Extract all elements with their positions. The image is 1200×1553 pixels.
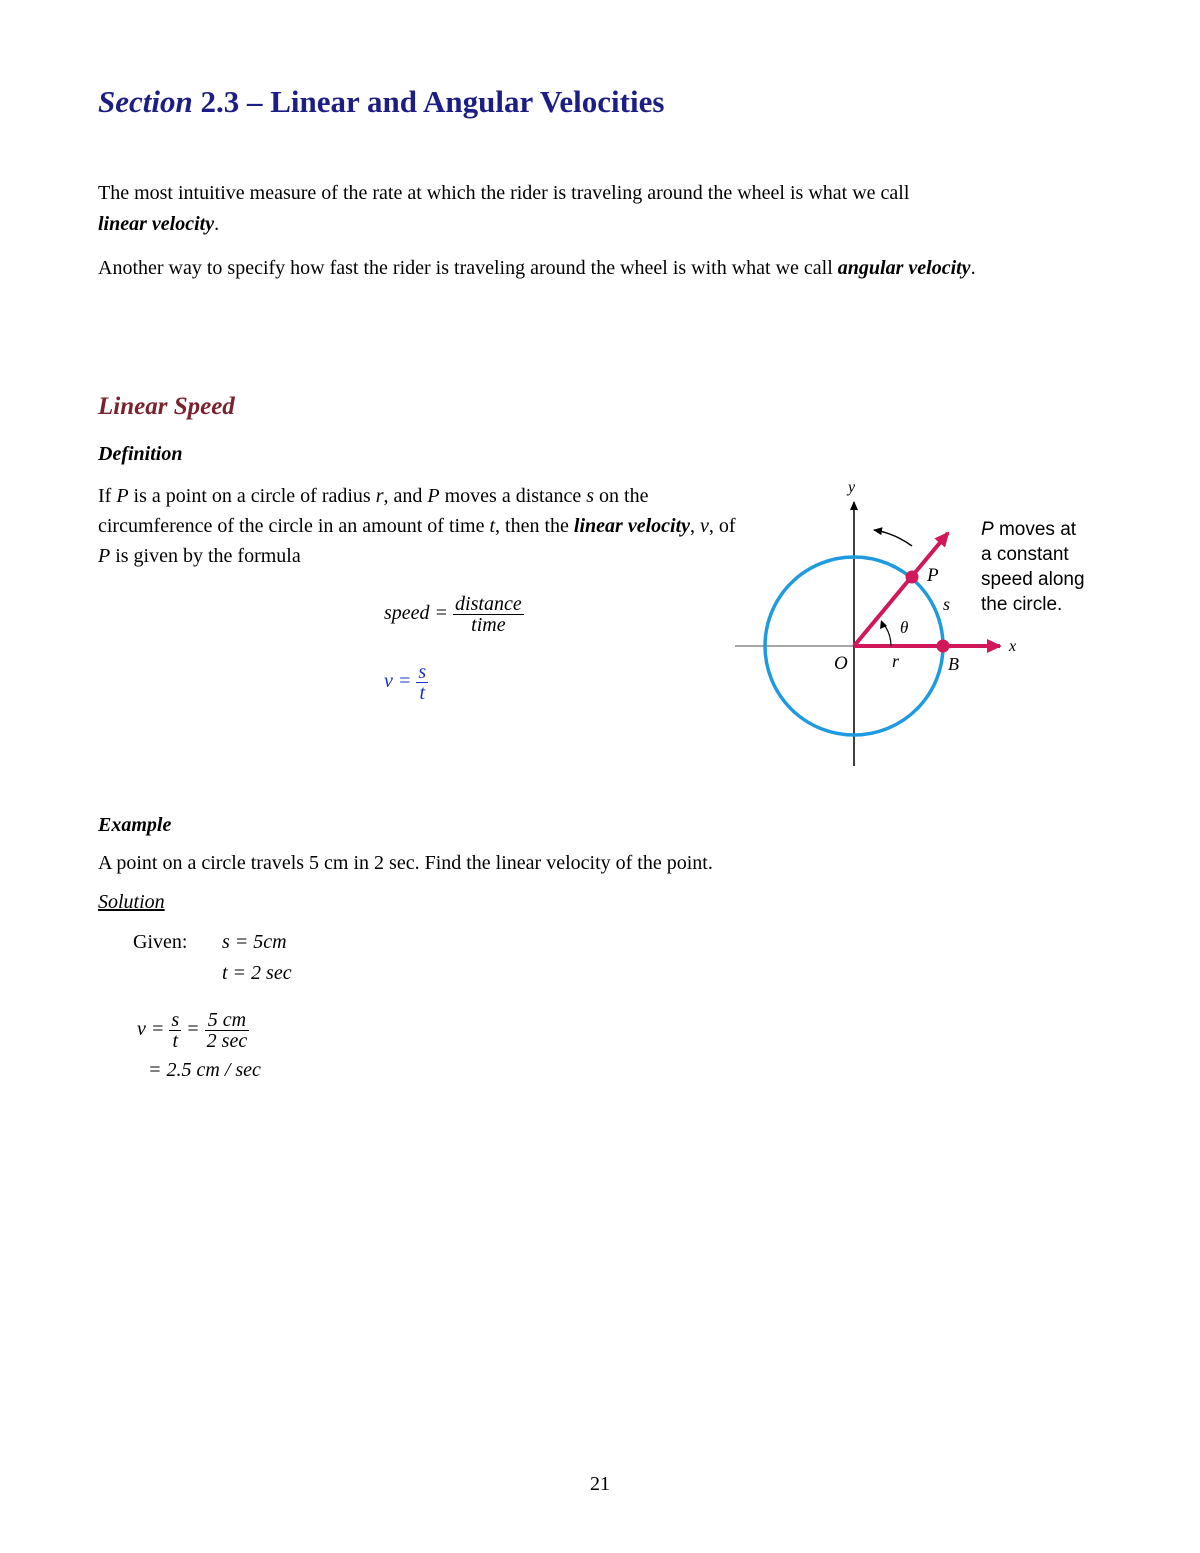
step1-numerator-2: 5 cm — [205, 1010, 250, 1031]
label-r: r — [892, 651, 900, 671]
circle-figure — [730, 470, 1170, 780]
step1-denominator-1: t — [172, 1030, 179, 1052]
page-number: 21 — [590, 1473, 610, 1495]
step1-denominator-2: 2 sec — [206, 1030, 248, 1052]
step1-lhs: v = — [137, 1018, 165, 1041]
section-title — [98, 84, 664, 120]
step1-equals: = — [186, 1018, 200, 1041]
figure-note-p: P — [981, 519, 994, 540]
velocity-formula — [384, 662, 428, 703]
intro-paragraph-1 — [98, 178, 1098, 240]
figure-note-line1: moves at — [993, 519, 1077, 540]
definition-text: If P is a point on a circle of radius r, and P moves a distance s on the circumference of the circle in an amount of time t, then the linear velocity, v, of P is given by the formula — [98, 485, 736, 567]
speed-formula-lhs: speed = — [384, 602, 449, 625]
velocity-formula-fraction — [416, 662, 428, 703]
intro-p2-term: angular velocity — [837, 257, 971, 279]
step1-fraction-2 — [205, 1010, 250, 1051]
label-theta: θ — [900, 618, 909, 637]
definition-label: Definition — [98, 443, 183, 465]
label-o: O — [834, 653, 848, 674]
linear-speed-heading: Linear Speed — [98, 393, 235, 420]
solution-step-2: = 2.5 cm / sec — [148, 1059, 261, 1081]
given-s: s = 5cm — [222, 931, 287, 953]
step1-fraction-1 — [169, 1010, 181, 1051]
intro-p1-term: linear velocity — [98, 213, 215, 235]
solution-step-1 — [137, 1010, 249, 1051]
step1-numerator-1: s — [171, 1009, 180, 1031]
section-label: Section — [98, 84, 193, 119]
speed-formula-numerator: distance — [455, 593, 522, 615]
figure-note-line4: the circle. — [981, 594, 1063, 615]
speed-formula-denominator: time — [471, 614, 506, 636]
figure-note-line3: speed along — [981, 569, 1085, 590]
velocity-formula-numerator: s — [418, 661, 427, 683]
given-label: Given: — [133, 931, 188, 953]
intro-p1-end: . — [214, 213, 220, 235]
point-b — [937, 640, 950, 653]
intro-p2-end: . — [970, 257, 976, 279]
velocity-formula-lhs: v = — [384, 670, 412, 693]
label-b: B — [948, 654, 959, 674]
label-y: y — [848, 479, 856, 496]
speed-formula — [384, 594, 524, 635]
given-t: t = 2 sec — [222, 962, 292, 984]
point-p — [906, 571, 919, 584]
solution-label: Solution — [98, 891, 165, 913]
label-p: P — [927, 565, 939, 586]
label-s: s — [943, 594, 951, 614]
figure-note-line2: a constant — [981, 544, 1069, 565]
velocity-formula-denominator: t — [419, 682, 426, 704]
example-problem: A point on a circle travels 5 cm in 2 sec. Find the linear velocity of the point. — [98, 852, 713, 874]
speed-formula-fraction — [453, 594, 524, 635]
label-x: x — [1009, 638, 1017, 655]
figure-note — [981, 517, 1085, 617]
section-number-title: 2.3 – Linear and Angular Velocities — [200, 84, 665, 119]
example-label: Example — [98, 814, 172, 836]
motion-arrow-icon — [874, 530, 912, 546]
intro-p2-text: Another way to specify how fast the rider is traveling around the wheel is with what we call — [98, 257, 838, 279]
intro-p1-text: The most intuitive measure of the rate at which the rider is traveling around the wheel is what we call — [98, 182, 910, 204]
intro-paragraph-2 — [98, 253, 1098, 284]
